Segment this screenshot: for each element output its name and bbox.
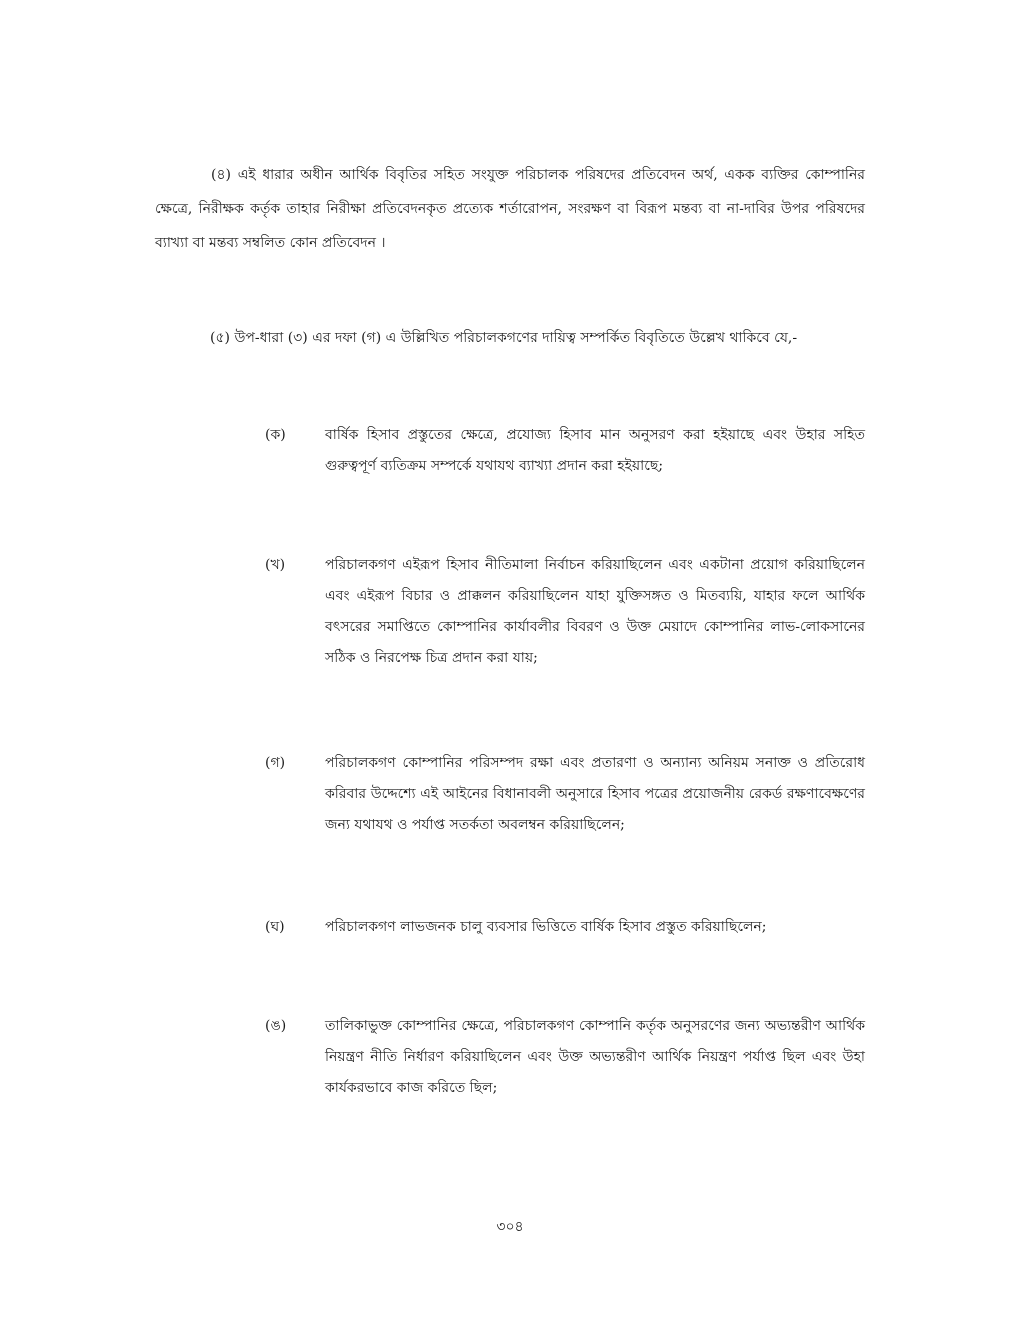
clause-text: পরিচালকগণ লাভজনক চালু ব্যবসার ভিত্তিতে বার্ষিক হিসাব প্রস্তুত করিয়াছিলেন; — [325, 919, 767, 935]
clause-text: বার্ষিক হিসাব প্রস্তুতের ক্ষেত্রে, প্রযোজ্য হিসাব মান অনুসরণ করা হইয়াছে এবং উহার সহিত গুরুত্বপূর্ণ ব্যতিক্রম সম্পর্কে যথাযথ ব্যাখ্যা প্রদান করা হইয়াছে; — [325, 427, 865, 474]
page-number: ৩০৪ — [496, 1219, 524, 1235]
clause-label: (ঘ) — [265, 919, 285, 935]
clause-label: (ঙ) — [265, 1018, 287, 1034]
clause-label: (ক) — [265, 427, 286, 443]
clause-text: পরিচালকগণ কোম্পানির পরিসম্পদ রক্ষা এবং প্রতারণা ও অন্যান্য অনিয়ম সনাক্ত ও প্রতিরোধ করিবার উদ্দেশ্যে এই আইনের বিধানাবলী অনুসারে হিসাব পত্রের প্রয়োজনীয় রেকর্ড রক্ষণাবেক্ষণের জন্য যথাযথ ও পর্যাপ্ত সতর্কতা অবলম্বন করিয়াছিলেন; — [325, 755, 865, 833]
clause-text: পরিচালকগণ এইরূপ হিসাব নীতিমালা নির্বাচন করিয়াছিলেন এবং একটানা প্রয়োগ করিয়াছিলেন এবং এইরূপ বিচার ও প্রাক্কলন করিয়াছিলেন যাহা যুক্তিসঙ্গত ও মিতব্যয়ি, যাহার ফলে আর্থিক বৎসরের সমাপ্তিতে কোম্পানির কার্যাবলীর বিবরণ ও উক্ত মেয়াদে কোম্পানির লাভ-লোকসানের সঠিক ও নিরপেক্ষ চিত্র প্রদান করা যায়; — [325, 557, 865, 666]
clause-label: (গ) — [265, 755, 286, 771]
paragraph-4: (৪) এই ধারার অধীন আর্থিক বিবৃতির সহিত সংযুক্ত পরিচালক পরিষদের প্রতিবেদন অর্থ, একক ব্যক্তির কোম্পানির ক্ষেত্রে, নিরীক্ষক কর্তৃক তাহার নিরীক্ষা প্রতিবেদনকৃত প্রত্যেক শর্তারোপন, সংরক্ষণ বা বিরূপ মন্তব্য বা না-দাবির উপর পরিষদের ব্যাখ্যা বা মন্তব্য সম্বলিত কোন প্রতিবেদন । — [155, 167, 865, 251]
paragraph-5: (৫) উপ-ধারা (৩) এর দফা (গ) এ উল্লিখিত পরিচালকগণের দায়িত্ব সম্পর্কিত বিবৃতিতে উল্লেখ থাকিবে যে,- — [210, 330, 798, 346]
clause-label: (খ) — [265, 557, 286, 573]
clause-text: তালিকাভুক্ত কোম্পানির ক্ষেত্রে, পরিচালকগণ কোম্পানি কর্তৃক অনুসরণের জন্য অভ্যন্তরীণ আর্থিক নিয়ন্ত্রণ নীতি নির্ধারণ করিয়াছিলেন এবং উক্ত অভ্যন্তরীণ আর্থিক নিয়ন্ত্রণ পর্যাপ্ত ছিল এবং উহা কার্যকরভাবে কাজ করিতে ছিল; — [325, 1018, 865, 1096]
